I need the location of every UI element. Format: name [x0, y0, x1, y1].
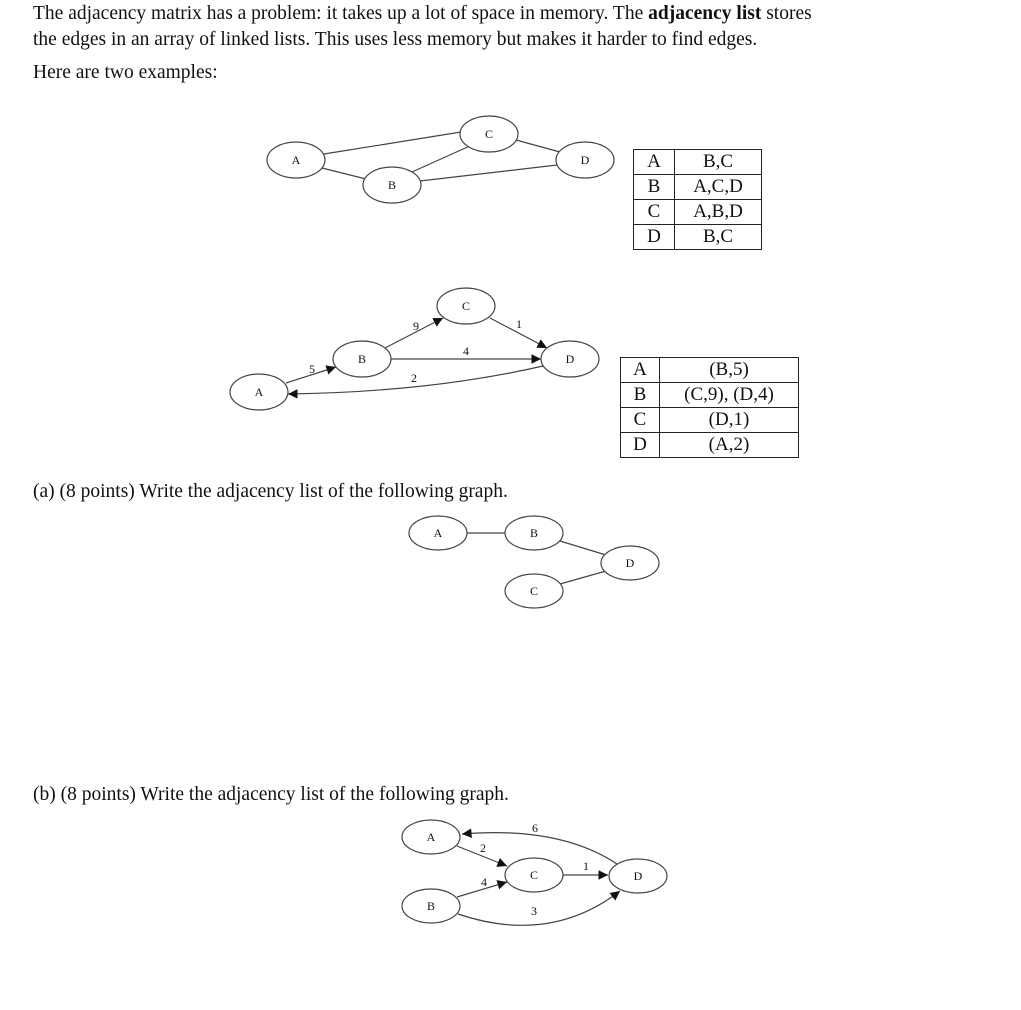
edge-a-b — [322, 168, 366, 179]
table-row — [621, 358, 799, 383]
edge-weight: 4 — [481, 875, 487, 889]
node-label: D — [580, 153, 590, 167]
vertex-cell: A — [634, 150, 675, 175]
node-label: A — [291, 153, 301, 167]
node-label: A — [433, 526, 443, 540]
node-label: C — [461, 299, 471, 313]
edge-a-c — [324, 132, 461, 154]
edge-weight: 1 — [583, 859, 589, 873]
vertex-cell: B — [621, 383, 660, 408]
vertex-cell: C — [621, 408, 660, 433]
node-label: A — [426, 830, 436, 844]
table-row — [634, 225, 762, 250]
node-label: D — [565, 352, 575, 366]
table-row — [621, 433, 799, 458]
neighbors-cell: A,C,D — [675, 175, 762, 200]
table-row — [634, 150, 762, 175]
table-row — [634, 175, 762, 200]
edge-weight: 1 — [516, 317, 522, 331]
neighbors-cell: (B,5) — [660, 358, 799, 383]
vertex-cell: D — [621, 433, 660, 458]
intro-text: The adjacency matrix has a problem: it takes up a lot of space in memory. The — [33, 3, 649, 24]
table-row — [621, 408, 799, 433]
intro-text: stores — [761, 3, 812, 24]
edge-weight: 3 — [531, 904, 537, 918]
example1-adjacency-table — [633, 149, 762, 250]
node-label: C — [529, 584, 539, 598]
edge-weight: 2 — [411, 371, 417, 385]
edge-weight: 2 — [480, 841, 486, 855]
edge-b-c — [412, 145, 472, 172]
example1-graph — [322, 132, 560, 181]
edge-weight: 9 — [413, 319, 419, 333]
vertex-cell: D — [634, 225, 675, 250]
neighbors-cell: (C,9), (D,4) — [660, 383, 799, 408]
edge-b-d — [560, 541, 606, 555]
question-a: (a) (8 points) Write the adjacency list of the following graph. — [33, 481, 508, 502]
node-label: B — [387, 178, 397, 192]
neighbors-cell: B,C — [675, 225, 762, 250]
edge-c-d — [560, 571, 606, 584]
node-label: C — [484, 127, 494, 141]
vertex-cell: C — [634, 200, 675, 225]
table-row — [634, 200, 762, 225]
intro-line-2: the edges in an array of linked lists. This uses less memory but makes it harder to find edges. — [33, 29, 758, 50]
neighbors-cell: (A,2) — [660, 433, 799, 458]
neighbors-cell: (D,1) — [660, 408, 799, 433]
vertex-cell: A — [621, 358, 660, 383]
neighbors-cell: B,C — [675, 150, 762, 175]
node-label: D — [625, 556, 635, 570]
node-label: B — [529, 526, 539, 540]
edge-b-d — [420, 165, 557, 181]
bold-term: adjacency list — [648, 3, 762, 24]
examples-heading: Here are two examples: — [33, 62, 218, 83]
example2-adjacency-table — [620, 357, 799, 458]
node-label: B — [426, 899, 436, 913]
node-label: D — [633, 869, 643, 883]
question-b: (b) (8 points) Write the adjacency list of the following graph. — [33, 784, 509, 805]
table-row — [621, 383, 799, 408]
neighbors-cell: A,B,D — [675, 200, 762, 225]
vertex-cell: B — [634, 175, 675, 200]
edge-weight: 5 — [309, 362, 315, 376]
node-label: C — [529, 868, 539, 882]
edge-c-d — [516, 140, 560, 152]
edge-b-d — [458, 891, 620, 925]
node-label: B — [357, 352, 367, 366]
node-label: A — [254, 385, 264, 399]
edge-weight: 6 — [532, 821, 538, 835]
edge-weight: 4 — [463, 344, 469, 358]
